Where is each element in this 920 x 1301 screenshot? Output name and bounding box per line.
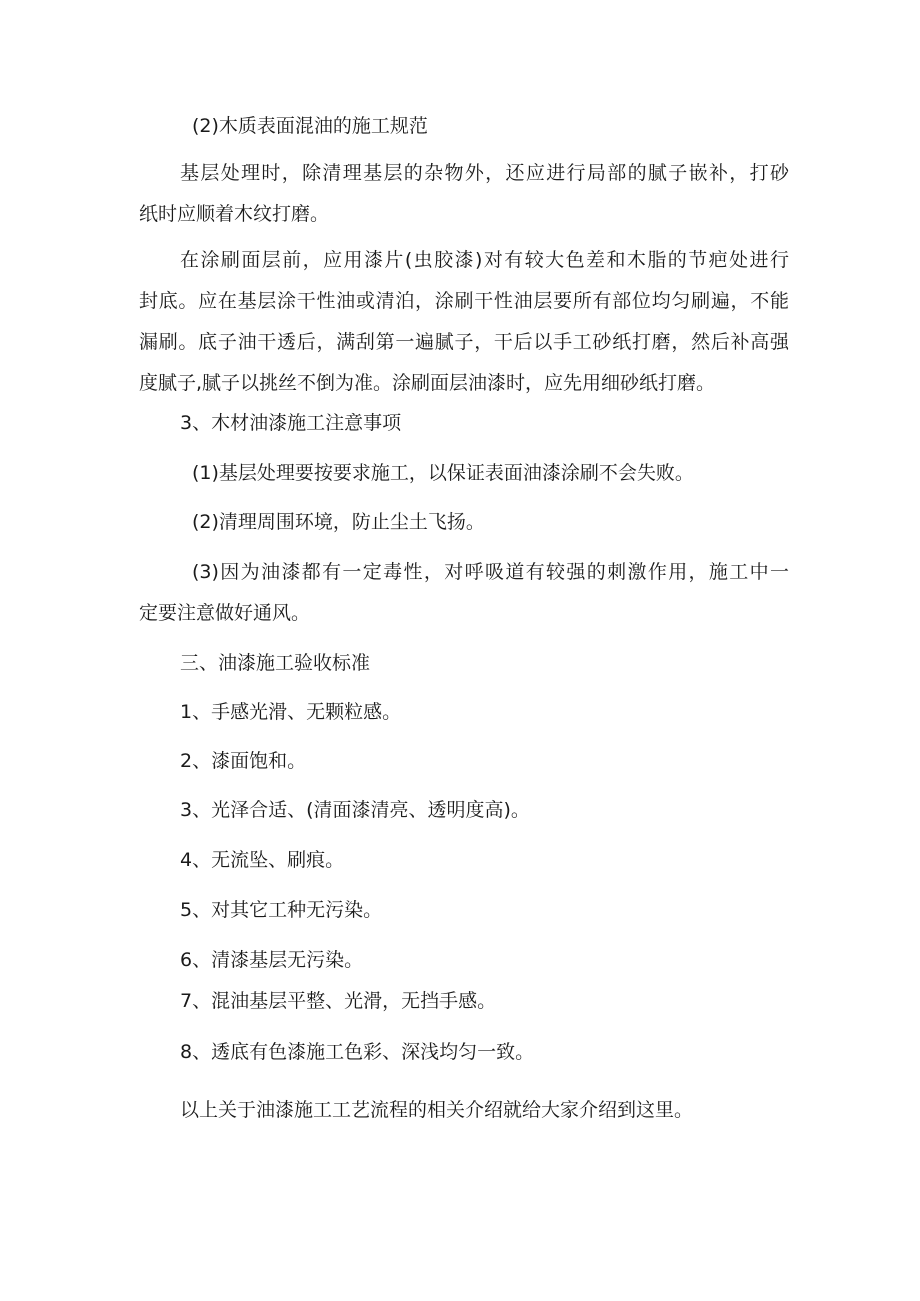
list-item: 4、无流坠、刷痕。	[180, 849, 345, 871]
closing-sentence: 以上关于油漆施工工艺流程的相关介绍就给大家介绍到这里。	[180, 1099, 694, 1121]
list-item: 2、漆面饱和。	[180, 750, 307, 772]
text-line: 定要注意做好通风。	[139, 602, 311, 624]
text-line: 封底。应在基层涂干性油或清泊，涂刷干性油层要所有部位均匀刷遍，不能	[139, 290, 789, 312]
list-item: 8、透底有色漆施工色彩、深浅均匀一致。	[180, 1041, 535, 1063]
list-item: (2)清理周围环境，防止尘土飞扬。	[192, 511, 485, 533]
list-item: 1、手感光滑、无颗粒感。	[180, 701, 402, 723]
list-item: 3、光泽合适、(清面漆清亮、透明度高)。	[180, 799, 530, 821]
list-item	[139, 559, 789, 626]
list-item: 5、对其它工种无污染。	[180, 899, 383, 921]
section-heading: 三、油漆施工验收标准	[180, 652, 371, 674]
text-line: (3)因为油漆都有一定毒性，对呼吸道有较强的刺激作用，施工中一	[192, 561, 789, 583]
paragraph	[139, 247, 789, 396]
section-heading: 3、木材油漆施工注意事项	[180, 412, 402, 434]
list-item: 6、清漆基层无污染。	[180, 949, 364, 971]
text-line: 基层处理时，除清理基层的杂物外，还应进行局部的腻子嵌补，打砂	[180, 162, 789, 184]
subsection-heading: (2)木质表面混油的施工规范	[192, 115, 428, 137]
list-item: 7、混油基层平整、光滑，无挡手感。	[180, 990, 497, 1012]
text-line: 纸时应顺着木纹打磨。	[139, 203, 330, 225]
text-line: 度腻子,腻子以挑丝不倒为准。涂刷面层油漆时，应先用细砂纸打磨。	[139, 372, 716, 394]
text-line: 在涂刷面层前，应用漆片(虫胶漆)对有较大色差和木脂的节疤处进行	[180, 249, 789, 271]
paragraph	[139, 160, 789, 227]
text-line: 漏刷。底子油干透后，满刮第一遍腻子，干后以手工砂纸打磨，然后补高强	[139, 331, 789, 353]
list-item: (1)基层处理要按要求施工，以保证表面油漆涂刷不会失败。	[192, 462, 694, 484]
